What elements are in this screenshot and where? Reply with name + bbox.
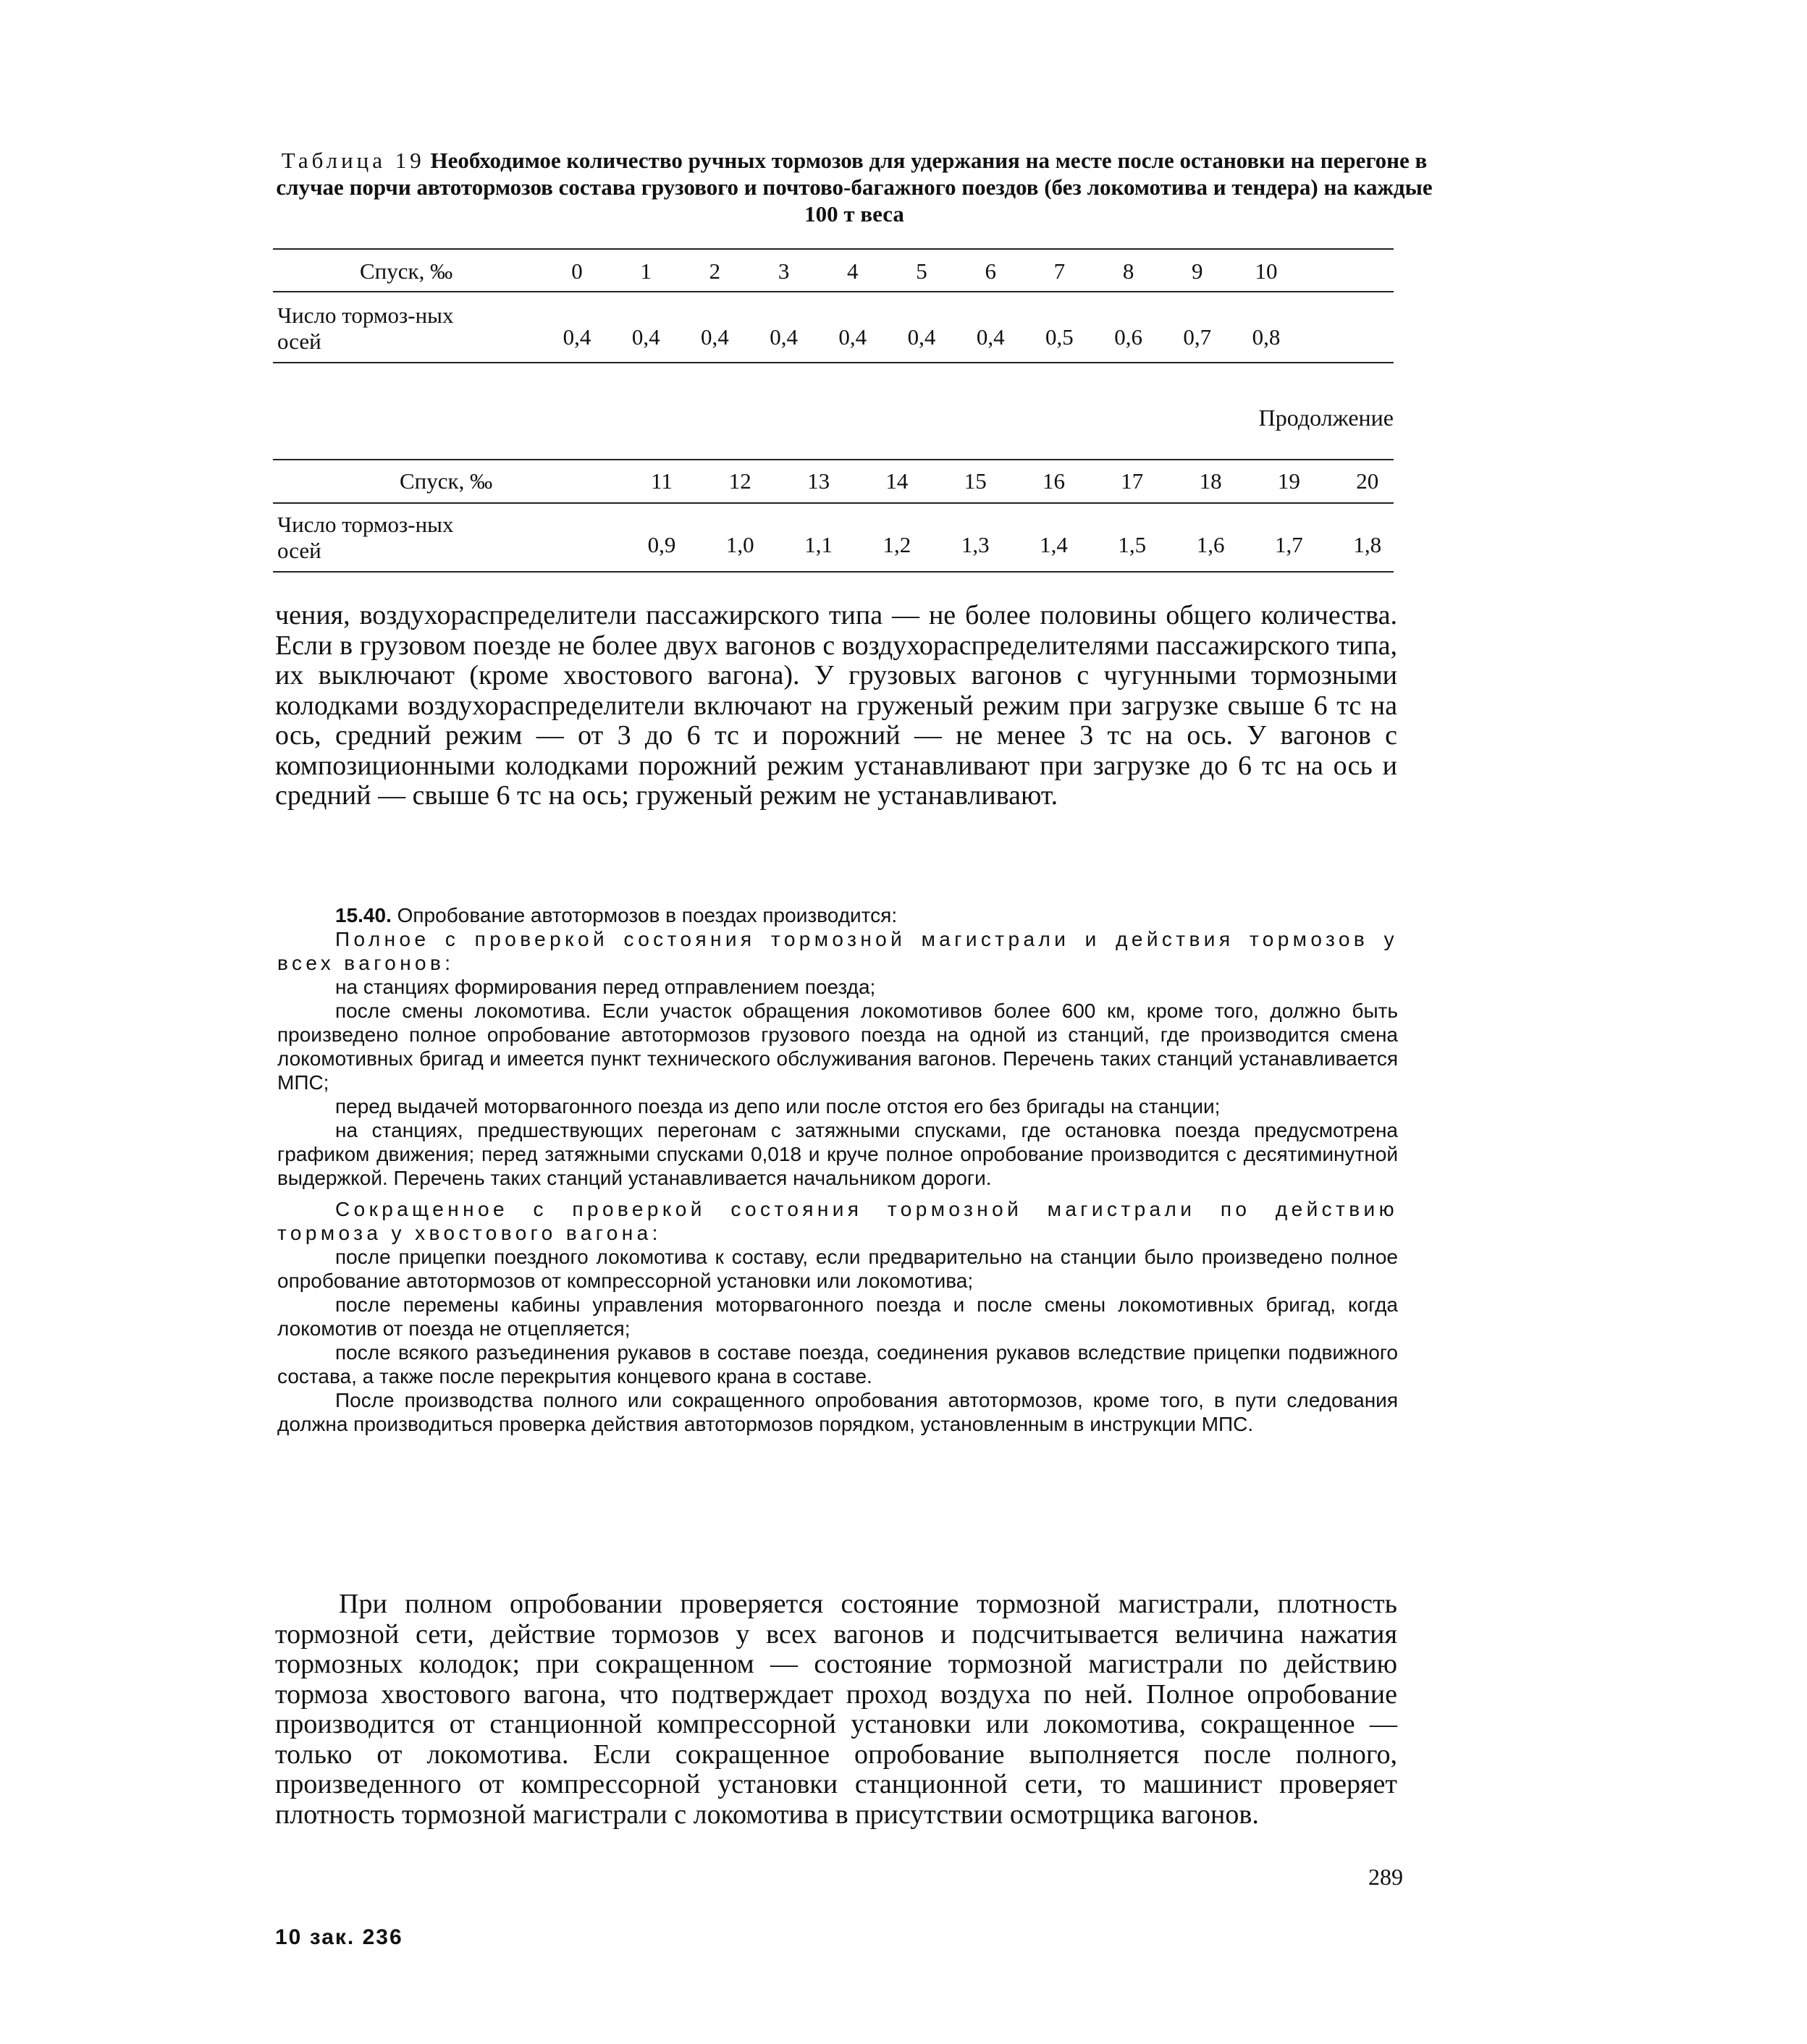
table2-axles-cell: 1,6 [1196, 532, 1225, 557]
table1-header-label: Спуск, ‰ [360, 258, 453, 284]
table2-header-rule [273, 502, 1394, 504]
table2-axles-cell: 1,1 [804, 532, 833, 557]
table1-axles-cell: 0,4 [631, 324, 660, 350]
full-test-item: на станциях формирования перед отправлением поезда; [335, 976, 876, 998]
table1-axles-cell: 0,8 [1252, 324, 1281, 350]
table2-slope-cell: 20 [1356, 468, 1379, 494]
table-caption [275, 147, 1433, 227]
page-number: 289 [1368, 1864, 1403, 1890]
section-intro: Опробование автотормозов в поездах производится: [397, 904, 898, 926]
table-caption-title: Необходимое количество ручных тормозов для удержания на месте после остановки на перегоне в случае порчи автотормозов состава грузового и почтово-багажного поездов (без локомотива и тендера) на каждые 100 т веса [276, 148, 1433, 227]
table1-bottom-rule [273, 362, 1394, 363]
table1-axles-cell: 0,4 [701, 324, 729, 350]
table1-axles-cell: 0,6 [1114, 324, 1142, 350]
table1-axles-cell: 0,4 [976, 324, 1005, 350]
table2-slope-cell: 17 [1121, 468, 1144, 494]
table2-slope-cell: 12 [728, 468, 751, 494]
table2-axles-cell: 1,2 [883, 532, 911, 557]
table1-top-rule [273, 248, 1394, 250]
full-test-heading: Полное с проверкой состояния тормозной магистрали и действия тормозов у всех вагонов: [277, 928, 1398, 974]
table1-slope-cell: 5 [916, 258, 927, 284]
table1-axles-cell: 0,7 [1183, 324, 1212, 350]
table1-slope-cell: 1 [640, 258, 652, 284]
full-test-item: после смены локомотива. Если участок обращения локомотивов более 600 км, кроме того, должно быть произведено полное опробование автотормозов грузового поезда на одной из станций, где производится смена локомотивных бригад и имеется пункт технического обслуживания вагонов. Перечень таких станций устанавливается МПС; [277, 1000, 1398, 1094]
table1-axles-cell: 0,4 [563, 324, 591, 350]
table1-slope-cell: 8 [1122, 258, 1134, 284]
table2-slope-cell: 16 [1042, 468, 1065, 494]
table2-axles-cell: 1,5 [1118, 532, 1147, 557]
table1-slope-cell: 3 [778, 258, 790, 284]
table1-slope-cell: 2 [709, 258, 721, 284]
table2-header-label: Спуск, ‰ [400, 468, 493, 494]
table1-row-label: Число тормоз-ных осей [277, 303, 454, 354]
short-test-item: после перемены кабины управления моторвагонного поезда и после смены локомотивных бригад, когда локомотив от поезда не отцепляется; [277, 1293, 1398, 1340]
full-test-item: перед выдачей моторвагонного поезда из депо или после отстоя его без бригады на станции; [335, 1095, 1221, 1118]
paragraph-bottom: При полном опробовании проверяется состояние тормозной магистрали, плотность тормозной сети, действие тормозов у всех вагонов и подсчитывается величина нажатия тормозных колодок; при сокращенном — состояние тормозной магистрали по действию тормоза хвостового вагона, что подтверждает проход воздуха по ней. Полное опробование производится от станционной компрессорной установки или локомотива, сокращенное — только от локомотива. Если сокращенное опробование выполняется после полного, произведенного от компрессорной установки станционной сети, то машинист проверяет плотность тормозной магистрали с локомотива в присутствии осмотрщика вагонов. [275, 1589, 1397, 1830]
table2-slope-cell: 13 [807, 468, 830, 494]
table-caption-number: Таблица 19 [281, 148, 425, 173]
section-closing: После производства полного или сокращенного опробования автотормозов, кроме того, в пути следования должна производиться проверка действия автотормозов порядком, установленным в инструкции МПС. [277, 1389, 1398, 1435]
table1-slope-cell: 6 [985, 258, 996, 284]
full-test-item: на станциях, предшествующих перегонам с затяжными спусками, где остановка поезда предусмотрена графиком движения; перед затяжными спусками 0,018 и круче полное опробование производится с десятиминутной выдержкой. Перечень таких станций устанавливается начальником дороги. [277, 1119, 1398, 1189]
table-continued-label: Продолжение [1258, 405, 1394, 431]
table2-slope-cell: 15 [964, 468, 987, 494]
table2-slope-cell: 18 [1199, 468, 1222, 494]
paragraph-top: чения, воздухораспределители пассажирского типа — не более половины общего количества. Если в грузовом поезде не более двух вагонов с воздухораспределителями пассажирского типа, их выключают (кроме хвостового вагона). У грузовых вагонов с чугунными тормозными колодками воздухораспределители включают на груженый режим при загрузке свыше 6 тс на ось, средний режим — от 3 до 6 тс и порожний — не менее 3 тс на ось. У вагонов с композиционными колодками порожний режим устанавливают при загрузке до 6 тс на ось и средний — свыше 6 тс на ось; груженый режим не устанавливают. [275, 600, 1397, 811]
table1-slope-cell: 0 [571, 258, 583, 284]
table2-axles-cell: 1,0 [725, 532, 754, 557]
table2-slope-cell: 11 [651, 468, 673, 494]
table1-axles-cell: 0,4 [838, 324, 867, 350]
short-test-item: после всякого разъединения рукавов в составе поезда, соединения рукавов вследствие прицепки подвижного состава, а также после перекрытия концевого крана в составе. [277, 1341, 1398, 1388]
print-mark: 10 зак. 236 [275, 1925, 403, 1949]
table1-slope-cell: 9 [1192, 258, 1203, 284]
table2-axles-cell: 1,7 [1275, 532, 1303, 557]
table2-row-label: Число тормоз-ных осей [277, 512, 454, 563]
table1-slope-cell: 4 [847, 258, 859, 284]
table1-slope-cell: 10 [1255, 258, 1278, 284]
table2-slope-cell: 19 [1277, 468, 1300, 494]
table2-axles-cell: 0,9 [647, 532, 676, 557]
table1-axles-cell: 0,5 [1045, 324, 1074, 350]
table2-top-rule [273, 459, 1394, 460]
table1-header-rule [273, 291, 1394, 292]
table1-slope-cell: 7 [1053, 258, 1066, 284]
table2-axles-cell: 1,3 [961, 532, 990, 557]
short-test-item: после прицепки поездного локомотива к составу, если предварительно на станции было произведено полное опробование автотормозов от компрессорной установки или локомотива; [277, 1246, 1398, 1292]
short-test-heading: Сокращенное с проверкой состояния тормозной магистрали по действию тормоза у хвостового вагона: [277, 1198, 1398, 1244]
table2-bottom-rule [273, 571, 1394, 573]
section-number: 15.40. [335, 904, 392, 926]
table2-slope-cell: 14 [885, 468, 909, 494]
section-15-40 [277, 903, 1398, 1436]
table1-axles-cell: 0,4 [770, 324, 798, 350]
table2-axles-cell: 1,4 [1040, 532, 1068, 557]
table2-axles-cell: 1,8 [1353, 532, 1382, 557]
table1-axles-cell: 0,4 [907, 324, 936, 350]
